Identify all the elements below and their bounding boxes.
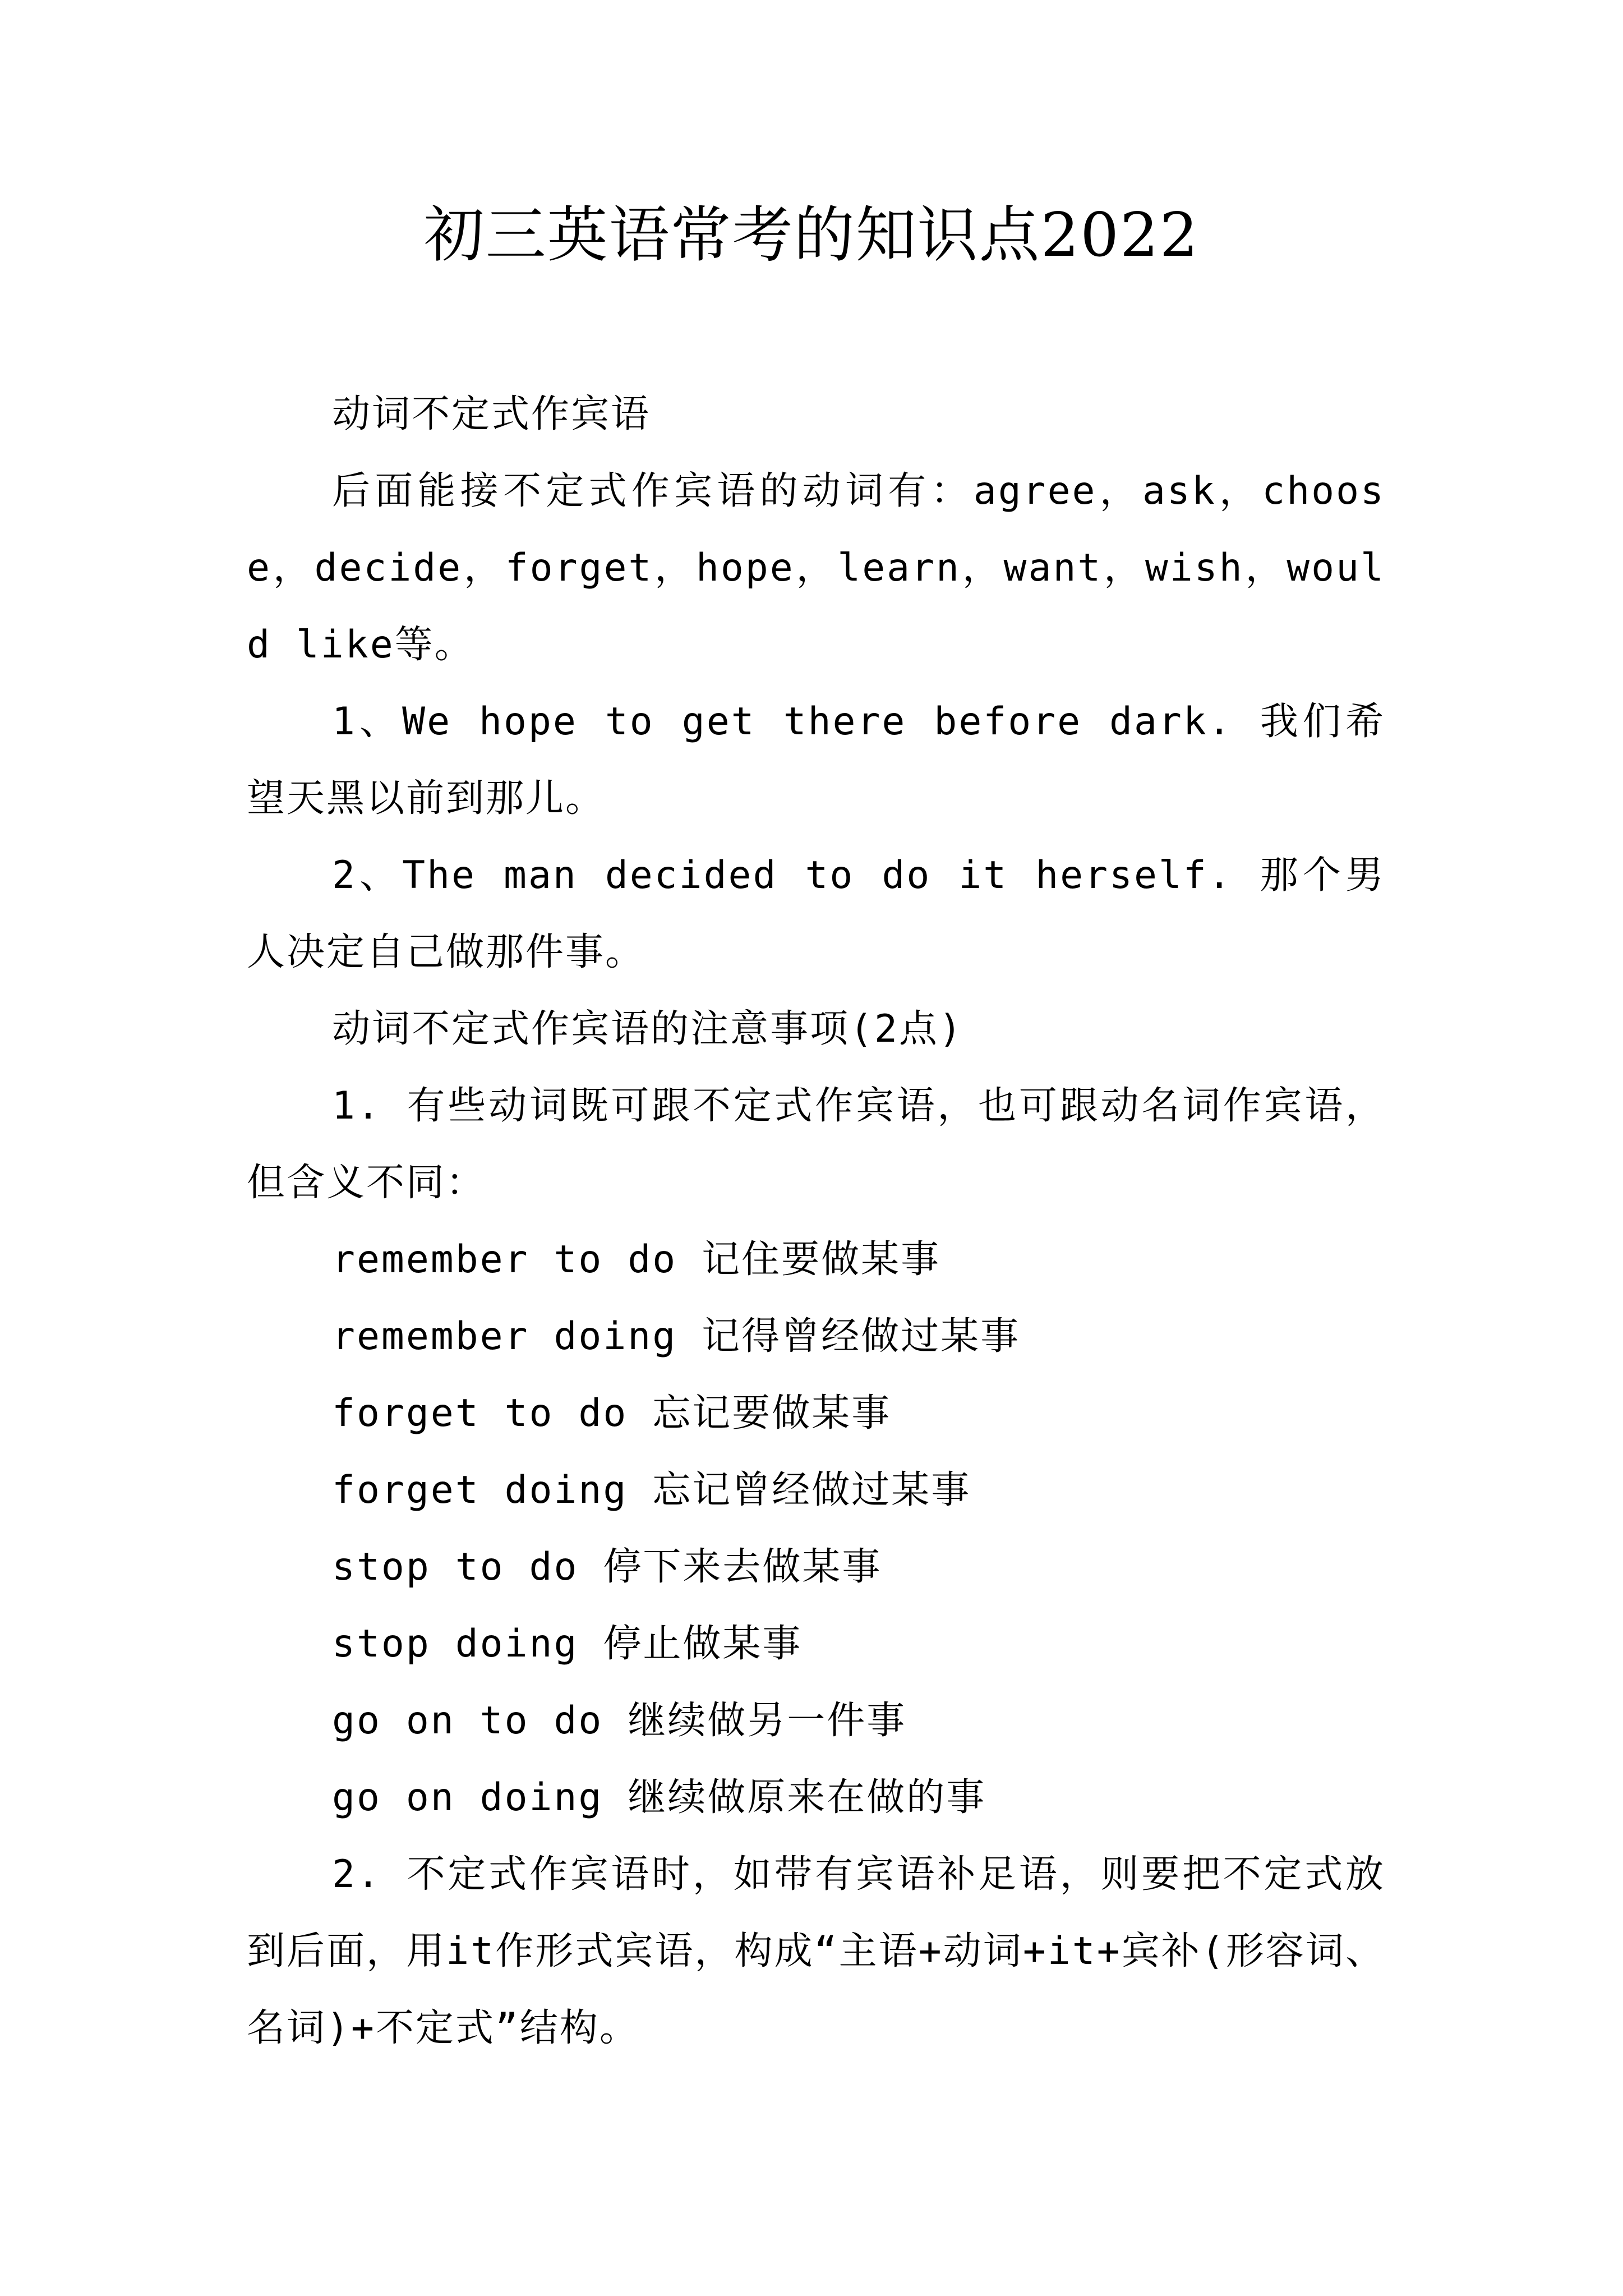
example-sentence-1: 1、We hope to get there before dark. 我们希望天黑以前到那儿。 (247, 700, 1385, 821)
note-2: 2. 不定式作宾语时，如带有宾语补足语，则要把不定式放到后面，用it作形式宾语，构成“主语+动词+it+宾补(形容词、名词)+不定式”结构。 (247, 1852, 1385, 2050)
usage-go-on-doing: go on doing 继续做原来在做的事 (332, 1775, 986, 1820)
paragraph-verbs-list: 后面能接不定式作宾语的动词有：agree，ask，choose，decide，forget，hope，learn，want，wish，would like等。 (247, 469, 1385, 667)
usage-stop-doing: stop doing 停止做某事 (332, 1622, 803, 1666)
example-sentence-2: 2、The man decided to do it herself. 那个男人决定自己做那件事。 (247, 853, 1385, 974)
usage-forget-doing: forget doing 忘记曾经做过某事 (332, 1468, 971, 1512)
document-title: 初三英语常考的知识点2022 (423, 200, 1200, 270)
section-heading-infinitive-object: 动词不定式作宾语 (332, 392, 651, 436)
usage-stop-to-do: stop to do 停下来去做某事 (332, 1545, 882, 1589)
usage-remember-doing: remember doing 记得曾经做过某事 (332, 1314, 1021, 1359)
usage-forget-to-do: forget to do 忘记要做某事 (332, 1391, 892, 1435)
note-1: 1. 有些动词既可跟不定式作宾语，也可跟动名词作宾语，但含义不同： (247, 1084, 1385, 1205)
usage-remember-to-do: remember to do 记住要做某事 (332, 1237, 941, 1282)
usage-go-on-to-do: go on to do 继续做另一件事 (332, 1699, 907, 1743)
document-body (247, 376, 1385, 2067)
section-heading-notes: 动词不定式作宾语的注意事项(2点) (332, 1007, 963, 1051)
